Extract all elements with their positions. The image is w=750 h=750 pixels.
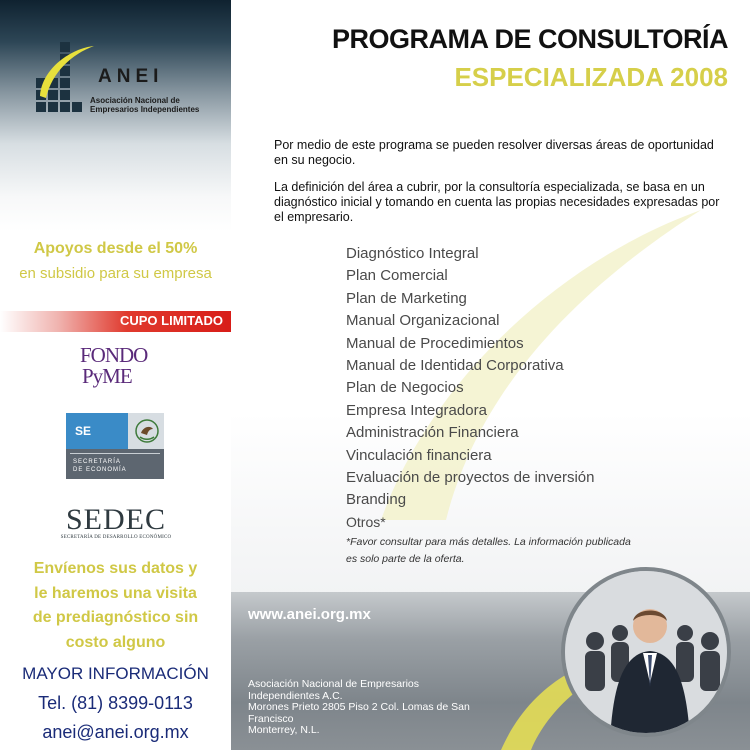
service-item: Plan de Marketing: [346, 289, 467, 307]
service-item: Branding: [346, 491, 407, 509]
cupo-label: CUPO LIMITADO: [119, 313, 223, 328]
intro-paragraph-2: La definición del área a cubrir, por la consultoría especializada, se basa en un diagnóstico inicial y tomando en cuenta las propias necesidades expresadas por el empresario.: [274, 180, 720, 224]
secretaria-economia-logo[interactable]: [66, 413, 164, 479]
logo-acronym: ANEI: [98, 66, 164, 87]
se-caption-line1: SECRETARÍA: [73, 459, 121, 465]
business-team-photo: [561, 567, 731, 737]
logo-fullname: [90, 96, 230, 114]
envienos-line: Envíenos sus datos y: [33, 560, 198, 577]
mexico-seal-icon: [134, 417, 160, 445]
service-item: Manual de Procedimientos: [346, 334, 524, 352]
apoyos-headline: Apoyos desde el 50%: [33, 240, 198, 257]
address-line: Morones Prieto 2805 Piso 2 Col. Lomas de San: [248, 701, 470, 713]
envienos-line: le haremos una visita: [34, 584, 197, 602]
pyme-word: PyME: [82, 364, 132, 388]
intro-paragraph-1: Por medio de este programa se pueden resolver diversas áreas de oportunidad en su negocio.: [274, 138, 714, 167]
otros-item: Otros*: [346, 514, 386, 530]
team-photo-illustration-icon: [565, 571, 731, 737]
sedec-word: SEDEC: [65, 503, 166, 536]
fondo-pyme-logo[interactable]: [70, 343, 170, 391]
address-line: Independientes A.C.: [248, 689, 343, 702]
se-caption-line2: DE ECONOMÍA: [73, 467, 127, 473]
service-item: Diagnóstico Integral: [346, 245, 479, 262]
service-item: Vinculación financiera: [346, 446, 492, 464]
envienos-line: costo alguno: [65, 633, 166, 651]
email-link[interactable]: anei@anei.org.mx: [42, 722, 189, 742]
footer-band: [231, 592, 750, 750]
service-item: Empresa Integradora: [346, 401, 487, 419]
website-link[interactable]: www.anei.org.mx: [248, 606, 371, 623]
logo-name-line1: Asociación Nacional de: [90, 96, 180, 105]
service-item: Plan de Negocios: [346, 379, 464, 397]
fondo-word: FONDO: [80, 343, 148, 367]
address-line: Asociación Nacional de Empresarios: [248, 678, 419, 690]
phone-number[interactable]: Tel. (81) 8399-0113: [38, 693, 193, 713]
se-logo-blue-block: [66, 413, 128, 449]
logo-name-line2: Empresarios Independientes: [90, 105, 200, 114]
page-title-line2: ESPECIALIZADA 2008: [454, 62, 728, 92]
note-line1: *Favor consultar para más detalles. La información publicada: [346, 536, 631, 548]
service-item: Manual de Identidad Corporativa: [346, 356, 564, 374]
services-list: [346, 243, 594, 512]
se-divider: [70, 453, 160, 454]
se-label: SE: [75, 424, 92, 438]
mayor-informacion-heading: MAYOR INFORMACIÓN: [22, 664, 209, 683]
service-item: Evaluación de proyectos de inversión: [346, 468, 595, 486]
envienos-line: de prediagnóstico sin: [32, 609, 199, 626]
sedec-subtitle: SECRETARÍA DE DESARROLLO ECONÓMICO: [60, 535, 172, 540]
sedec-logo[interactable]: [56, 505, 176, 545]
address-line: Monterrey, N.L.: [248, 724, 320, 736]
se-logo-bottom: [66, 449, 164, 479]
subsidio-text: en subsidio para su empresa: [19, 265, 212, 282]
left-panel: [0, 0, 231, 750]
anei-logo[interactable]: [32, 38, 222, 123]
anei-logo-mark-icon: [32, 38, 96, 116]
envienos-message: [0, 557, 231, 655]
note-line2: es solo parte de la oferta.: [346, 553, 465, 565]
service-item: Manual Organizacional: [346, 312, 500, 330]
right-panel: [231, 0, 750, 750]
se-caption: [73, 458, 127, 474]
disclaimer-note: [346, 534, 686, 568]
page-title-line1: PROGRAMA DE CONSULTORÍA: [331, 24, 728, 54]
service-item: Plan Comercial: [346, 267, 448, 285]
address-line: Francisco: [248, 712, 294, 725]
address-block: [248, 679, 518, 737]
service-item: Administración Financiera: [346, 424, 519, 442]
cupo-limitado-banner: [0, 311, 231, 332]
